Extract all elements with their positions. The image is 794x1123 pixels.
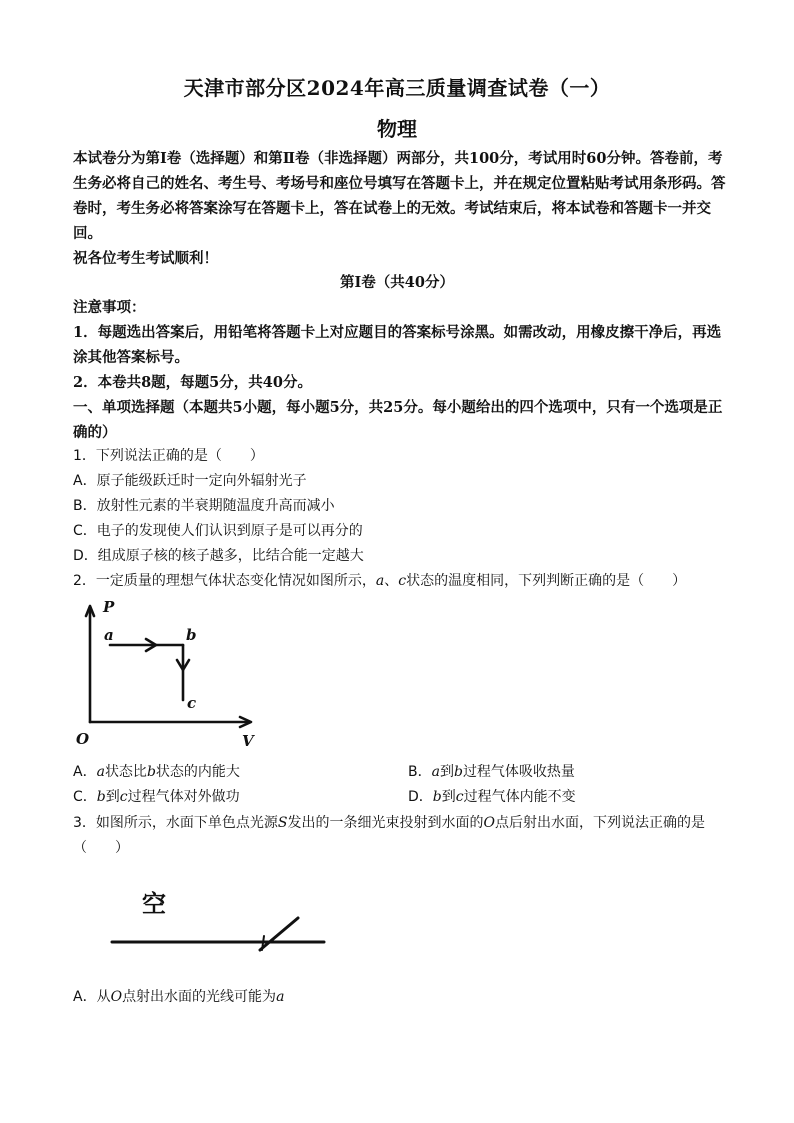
q2-state-a: a <box>375 573 385 589</box>
q3-stem-mid: 发出的一条细光束投射到水面的 <box>287 815 484 831</box>
q3-a-ray-a: a <box>276 989 285 1005</box>
q2-state-c: c <box>398 573 407 589</box>
state-b-label: b <box>186 626 197 644</box>
v-axis-label: V <box>242 732 254 750</box>
q2-a-state-b: b <box>146 764 156 780</box>
q2-a-mid: 状态比 <box>104 764 147 780</box>
q2-d-post: 过程气体内能不变 <box>463 789 576 805</box>
exam-title: 天津市部分区2024年高三质量调查试卷（一） <box>183 76 611 100</box>
question-2-options-ab <box>73 760 733 785</box>
q2-c-pre: C． <box>73 789 97 805</box>
question-2-option-c <box>73 789 240 805</box>
q2-b-state-b: b <box>453 764 463 780</box>
q2-d-state-b: b <box>432 789 442 805</box>
q2-d-pre: D． <box>408 789 433 805</box>
question-3-stem <box>73 811 743 861</box>
q3-stem-post: 点后射出水面，下列说法正确的是 <box>495 815 705 831</box>
q2-d-state-c: c <box>455 789 464 805</box>
q3-answer-paren: （ ） <box>73 840 129 856</box>
q3-source-s: S <box>277 815 288 831</box>
q2-a-pre: A． <box>73 764 97 780</box>
q2-c-mid: 到 <box>105 789 120 805</box>
state-c-label: c <box>187 694 197 712</box>
light-ray-line <box>260 918 298 950</box>
good-luck-line: 祝各位考生考试顺利！ <box>73 250 218 267</box>
volume-heading: 第Ⅰ卷（共40分） <box>340 274 454 291</box>
question-2-option-a <box>73 764 240 780</box>
q3-a-mid: 点射出水面的光线可能为 <box>122 989 277 1005</box>
question-1-stem: 1．下列说法正确的是（ ） <box>73 448 264 464</box>
q3-a-pre: A．从 <box>73 989 111 1005</box>
refraction-diagram <box>100 878 340 958</box>
origin-label: O <box>76 730 90 748</box>
q2-sep: 、 <box>384 573 399 589</box>
q2-stem-post: 状态的温度相同，下列判断正确的是（ ） <box>406 573 687 589</box>
q2-c-post: 过程气体对外做功 <box>127 789 240 805</box>
subject-title: 物理 <box>377 117 417 141</box>
question-2-stem <box>73 569 743 594</box>
air-label: 空 <box>142 890 166 918</box>
question-2-options-cd <box>73 785 733 810</box>
question-2-option-d <box>408 785 576 810</box>
question-1-option-c: C．电子的发现使人们认识到原子是可以再分的 <box>73 523 363 539</box>
notice-title: 注意事项： <box>73 299 146 316</box>
question-1-option-b: B．放射性元素的半衰期随温度升高而减小 <box>73 498 335 514</box>
q2-b-state-a: a <box>431 764 440 780</box>
q2-c-state-b: b <box>96 789 106 805</box>
notice-item-1: 1．每题选出答案后，用铅笔将答题卡上对应题目的答案标号涂黑。如需改动，用橡皮擦干净后，再选涂其他答案标号。 <box>73 324 722 366</box>
q2-b-mid: 到 <box>439 764 454 780</box>
q2-b-post: 过程气体吸收热量 <box>462 764 575 780</box>
state-a-label: a <box>104 626 114 644</box>
q3-stem-pre: 3．如图所示，水面下单色点光源 <box>73 815 278 831</box>
notice-item-2: 2．本卷共8题，每题5分，共40分。 <box>73 374 312 391</box>
question-1-option-a: A．原子能级跃迁时一定向外辐射光子 <box>73 473 307 489</box>
question-3-option-a <box>73 985 743 1010</box>
question-1-option-d: D．组成原子核的核子越多，比结合能一定越大 <box>73 548 364 564</box>
pv-diagram <box>70 598 270 750</box>
q2-a-state-a: a <box>96 764 105 780</box>
q2-c-state-c: c <box>119 789 128 805</box>
exam-instructions: 本试卷分为第Ⅰ卷（选择题）和第Ⅱ卷（非选择题）两部分，共100分，考试用时60分钟。答卷前，考生务必将自己的姓名、考生号、考场号和座位号填写在答题卡上，并在规定位置粘贴考试用条形码。答卷时，考生务必将答案涂写在答题卡上，答在试卷上的无效。考试结束后，将本试卷和答题卡一并交回。 <box>73 150 726 242</box>
section-heading: 一、单项选择题（本题共5小题，每小题5分，共25分。每小题给出的四个选项中，只有一个选项是正确的） <box>73 399 723 441</box>
q3-a-point-o: O <box>110 989 123 1005</box>
p-axis-label: P <box>103 598 115 616</box>
q2-stem-pre: 2．一定质量的理想气体状态变化情况如图所示， <box>73 573 376 589</box>
q3-point-o: O <box>483 815 495 831</box>
q2-b-pre: B． <box>408 764 432 780</box>
question-2-option-b <box>408 760 575 785</box>
q2-a-post: 状态的内能大 <box>155 764 240 780</box>
q2-d-mid: 到 <box>441 789 456 805</box>
